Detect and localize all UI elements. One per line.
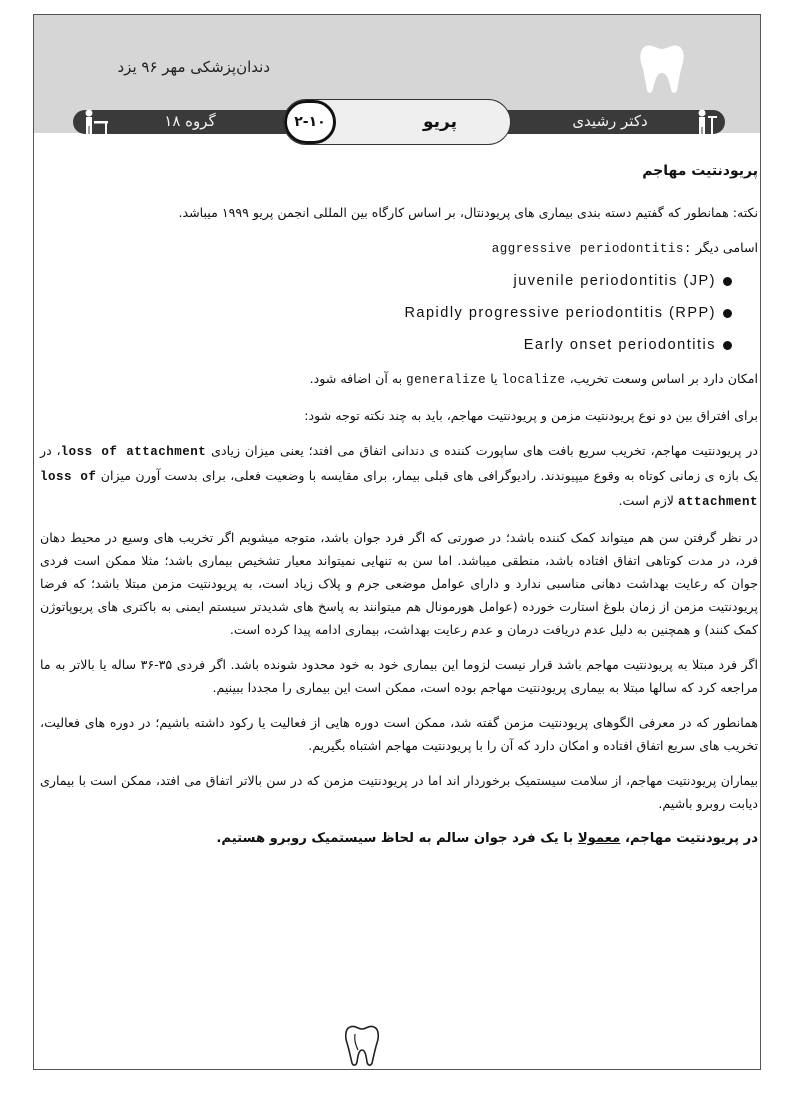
list-item xyxy=(40,297,758,329)
lecturer-icon xyxy=(690,106,720,136)
synonym-text: Rapidly progressive periodontitis (RPP) xyxy=(404,305,716,321)
other-names-line xyxy=(40,236,758,261)
synonyms-list xyxy=(40,265,758,361)
list-item xyxy=(40,329,758,361)
synonym-text: juvenile periodontitis (JP) xyxy=(513,273,716,289)
extent-text-b: به آن اضافه شود. xyxy=(309,371,403,386)
paragraph-2: در نظر گرفتن سن هم میتواند کمک کننده باشد؛ در صورتی که اگر فرد جوان باشد، متوجه میشویم اگر تخریب های وسیع در محیط دهان فرد، در مدت کوتاهی اتفاق افتاده باشد، منطقی میباشد. اما سن به تنهایی نمیتواند معیار تشخیص بیماری باشد؛ مثلا ممکن است فردی جوان که رعایت بهداشت دهانی مناسبی ندارد و دارای عوامل موضعی جرم و پلاک زیاد است، به پریودنتیت مزمن مبتلا باشد؛ که فرضا پریودنتیت مزمن از زمان بلوغ استارت خورده (عوامل هورمونال هم میتوانند به پاسخ های شدیدتر سیستم ایمنی به باکتری های پریوپاتوژن کمک کنند) و همچنین به دلیل عدم دریافت درمان و عدم رعایت بهداشت، بیماری ادامه پیدا کرده است. xyxy=(40,530,758,637)
school-title: دندان‌پزشکی مهر ۹۶ یزد xyxy=(117,58,270,76)
p1-text-b: ، در یک بازه ی زمانی کوتاه به وقوع میپیوندند. رادیوگرافی های قبلی بیمار، برای مقایسه با وضعیت فعلی، برای بدست آورن میزان xyxy=(40,443,758,483)
course-name: پریو xyxy=(423,112,457,132)
paragraph-3: اگر فرد مبتلا به پریودنتیت مهاجم باشد قرار نیست لزوما این بیماری خود به خود محدود شونده باشد. اگر فردی ۳۵-۳۶ ساله یا بالاتر به ما مراجعه کرد که سالها مبتلا به بیماری پریودنتیت مهاجم بوده است، ممکن است این بیماری را مجددا ببینیم. xyxy=(40,657,758,695)
tooth-logo-icon xyxy=(636,40,688,96)
loa-term: loss of attachment xyxy=(40,470,758,509)
synonym-text: Early onset periodontitis xyxy=(523,337,716,353)
other-names-label: اسامی دیگر xyxy=(695,240,758,255)
bullet-icon xyxy=(723,341,732,350)
extent-paragraph xyxy=(40,367,758,392)
final-text-a: در پریودنتیت مهاجم، xyxy=(624,831,758,846)
section-title: پریودنتیت مهاجم xyxy=(642,163,758,179)
final-underlined: معمولا xyxy=(577,831,621,846)
other-names-term: aggressive periodontitis: xyxy=(491,242,692,256)
extent-or: یا xyxy=(490,371,498,386)
generalize-term: generalize xyxy=(406,373,487,387)
student-desk-icon xyxy=(80,106,110,136)
extent-text-a: امکان دارد بر اساس وسعت تخریب، xyxy=(569,371,758,386)
group-label: گروه ۱۸ xyxy=(164,112,216,130)
p1-text-c: لازم است. xyxy=(618,493,674,508)
paragraph-5: بیماران پریودنتیت مهاجم، از سلامت سیستمیک برخوردار اند اما در پریودنتیت مزمن که در سن بالاتر اتفاق می افتد، ممکن است با بیماری دیابت روبرو باشیم. xyxy=(40,773,758,811)
summary-paragraph xyxy=(40,827,758,850)
note-paragraph: نکته: همانطور که گفتیم دسته بندی بیماری های پریودنتال، بر اساس کارگاه بین المللی انجمن پریو ۱۹۹۹ میباشد. xyxy=(178,205,758,220)
session-code-badge: ۲-۱۰ xyxy=(284,100,336,144)
footer-tooth-icon xyxy=(342,1022,382,1068)
p1-text-a: در پریودنتیت مهاجم، تخریب سریع بافت های ساپورت کننده ی دندانی اتفاق می افتد؛ یعنی میزان زیادی xyxy=(211,443,758,458)
bullet-icon xyxy=(723,309,732,318)
instructor-name: دکتر رشیدی xyxy=(572,112,648,130)
content xyxy=(40,160,758,862)
localize-term: localize xyxy=(501,373,566,387)
distinguish-paragraph: برای افتراق بین دو نوع پریودنتیت مزمن و پریودنتیت مهاجم، باید به چند نکته توجه شود: xyxy=(304,408,758,423)
bullet-icon xyxy=(723,277,732,286)
paragraph-4: همانطور که در معرفی الگوهای پریودنتیت مزمن گفته شد، ممکن است دوره هایی از فعالیت یا رکود داشته باشیم؛ در دوره های فعالیت، تخریب های سریع اتفاق افتاده و امکان دارد که آن را با پریودنتیت مهاجم اشتباه بگیریم. xyxy=(40,715,758,753)
final-text-b: با یک فرد جوان سالم به لحاظ سیستمیک روبرو هستیم. xyxy=(216,831,574,846)
list-item xyxy=(40,265,758,297)
paragraph-1 xyxy=(40,439,758,514)
loa-term: loss of attachment xyxy=(60,445,207,459)
